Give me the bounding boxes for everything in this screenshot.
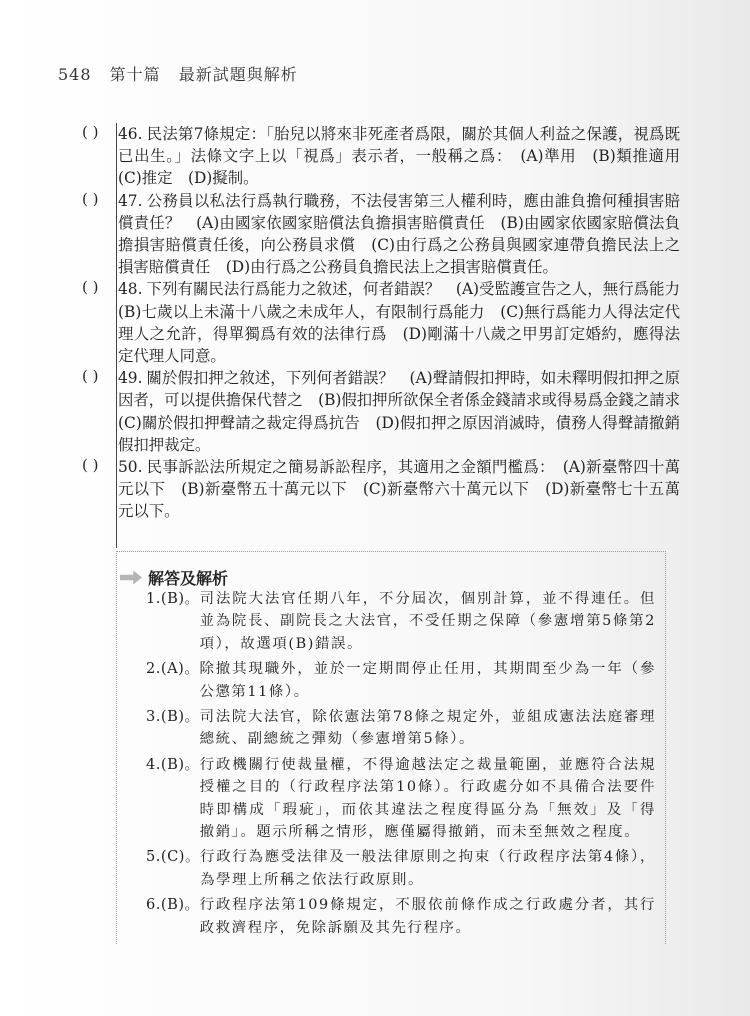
answer-item <box>146 754 656 844</box>
answer-blank: ( ) <box>82 456 99 475</box>
page-header <box>58 62 310 85</box>
question-text: 下列有關民法行爲能力之敘述，何者錯誤？ (A)受監護宣告之人，無行爲能力 (B)七歲以上未滿十八歲之未成年人，有限制行爲能力 (C)無行爲能力人得法定代理人之允許，得單獨爲有效的法律行爲 (D)剛滿十八歲之甲男訂定婚約，應得法定代理人同意。 <box>118 280 696 366</box>
question-item <box>70 456 680 523</box>
question-list <box>70 123 696 523</box>
question-number: 47. <box>118 191 143 210</box>
answer-blank: ( ) <box>82 367 99 386</box>
question-number: 48. <box>118 280 143 299</box>
question-item <box>70 123 696 190</box>
answer-number: 2.(A)。 <box>146 660 200 678</box>
answer-item <box>146 588 656 655</box>
question-number: 49. <box>118 369 143 388</box>
page-number: 548 <box>58 65 92 84</box>
answer-text: 行政行為應受法律及一般法律原則之拘束（行政程序法第4條），為學理上所稱之依法行政原則。 <box>200 849 656 888</box>
question-text: 民法第7條規定：「胎兒以將來非死產者爲限，關於其個人利益之保護，視爲既已出生。」法條文字上以「視爲」表示者，一般稱之爲： (A)準用 (B)類推適用 (C)推定 (D)擬制。 <box>118 125 696 188</box>
arrow-right-icon <box>120 571 142 585</box>
answer-item <box>146 894 656 939</box>
answer-number: 3.(B)。 <box>146 708 200 726</box>
answer-blank: ( ) <box>82 123 99 141</box>
answer-text: 行政程序法第109條規定，不服依前條作成之行政處分者，其行政救濟程序，免除訴願及其先行程序。 <box>199 897 656 936</box>
answer-text: 行政機關行使裁量權，不得逾越法定之裁量範圍，並應符合法規授權之目的（行政程序法第10條）。行政處分如不具備合法要件時即構成「瑕疵」，而依其違法之程度得區分為「無效」及「得撤銷」。題示所稱之情形，應僅屬得撤銷，而未至無效之程度。 <box>199 756 656 841</box>
question-item <box>70 367 696 456</box>
answer-text: 司法院大法官，除依憲法第78條之規定外，並組成憲法法庭審理總統、副總統之彈劾（參憲增第5條）。 <box>199 709 656 748</box>
answer-list <box>146 588 656 942</box>
answer-text: 司法院大法官任期八年，不分屆次，個別計算，並不得連任。但並為院長、副院長之大法官，不受任期之保障（參憲增第5條第2項），故選項(B)錯誤。 <box>199 591 656 652</box>
question-text: 關於假扣押之敘述，下列何者錯誤？ (A)聲請假扣押時，如未釋明假扣押之原因者，可以提供擔保代替之 (B)假扣押所欲保全者係金錢請求或得易爲金錢之請求 (C)關於假扣押聲請之裁定得爲抗告 (D)假扣押之原因消滅時，債務人得聲請撤銷假扣押裁定。 <box>118 369 696 454</box>
question-text: 民事訴訟法所規定之簡易訴訟程序，其適用之金額門檻爲： (A)新臺幣四十萬元以下 (B)新臺幣五十萬元以下 (C)新臺幣六十萬元以下 (D)新臺幣七十五萬元以下。 <box>118 458 680 521</box>
answer-number: 6.(B)。 <box>146 896 200 914</box>
section-label: 第十篇 <box>109 65 161 84</box>
question-item <box>70 278 696 367</box>
answer-number: 1.(B)。 <box>146 590 200 607</box>
answer-item <box>146 706 656 751</box>
answer-text: 除撤其現職外，並於一定期間停止任用，其期間至少為一年（參公懲第11條）。 <box>199 661 656 700</box>
answer-item <box>146 658 656 703</box>
answer-title-text: 解答及解析 <box>148 569 229 588</box>
question-item <box>70 190 680 279</box>
answer-number: 5.(C)。 <box>146 848 201 866</box>
question-number: 46. <box>118 125 143 143</box>
answer-item <box>146 846 656 891</box>
question-number: 50. <box>118 458 143 477</box>
header-title: 最新試題與解析 <box>178 65 298 84</box>
question-text: 公務員以私法行爲執行職務，不法侵害第三人權利時，應由誰負擔何種損害賠償責任？ (A)由國家依國家賠償法負擔損害賠償責任 (B)由國家依國家賠償法負擔損害賠償責任後，向公務員求償 (C)由行爲之公務員與國家連帶負擔民法上之損害賠償責任 (D)由行爲之公務員負擔民法上之損害賠償責任。 <box>118 191 680 277</box>
answer-blank: ( ) <box>82 278 99 297</box>
answer-blank: ( ) <box>82 189 99 208</box>
answer-number: 4.(B)。 <box>146 755 200 773</box>
answer-section-title <box>120 566 228 589</box>
